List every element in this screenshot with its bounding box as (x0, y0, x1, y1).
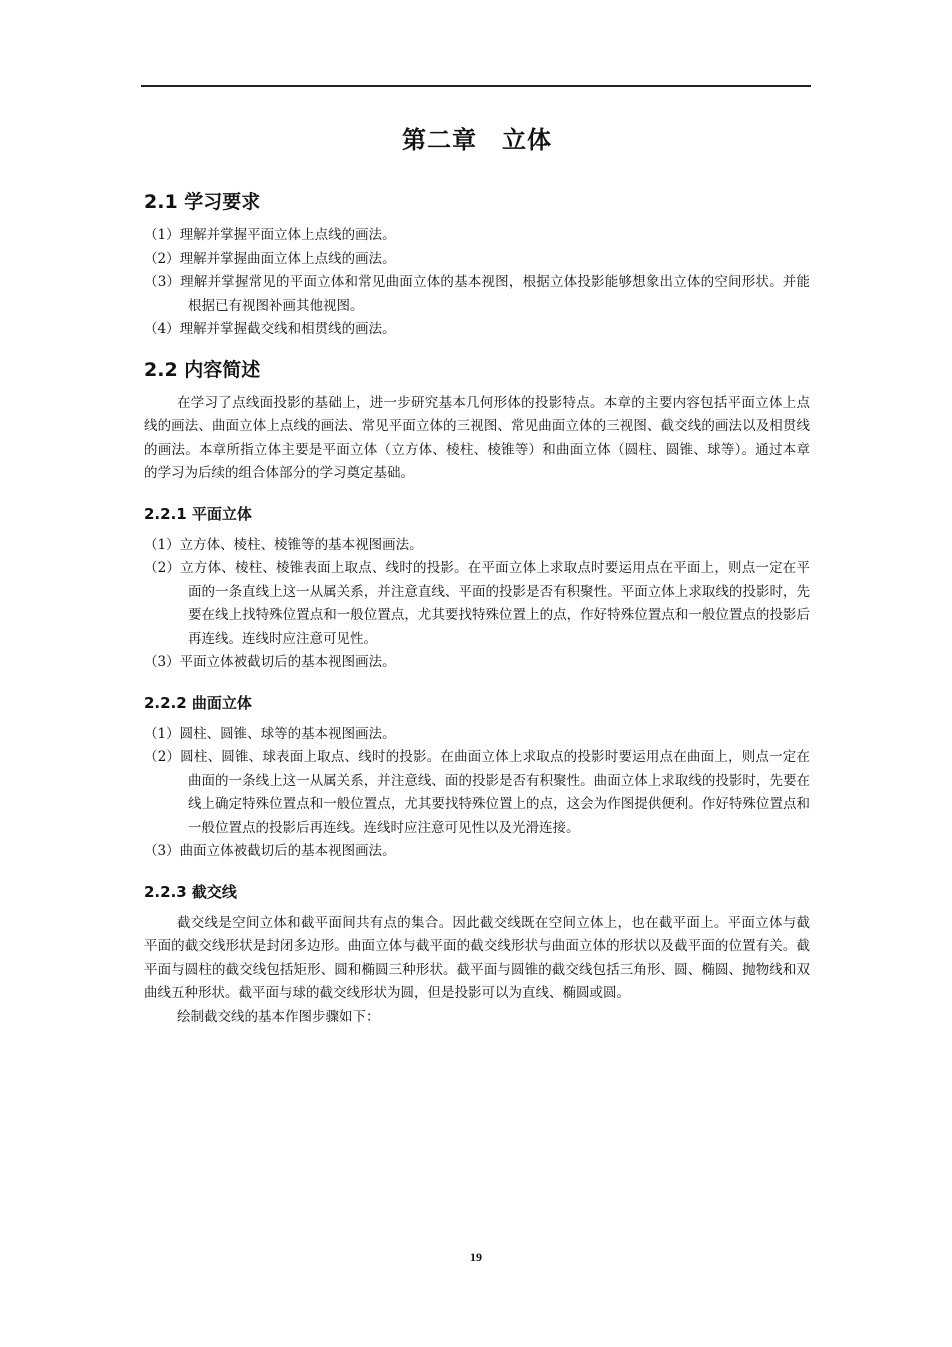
header-rule (141, 85, 811, 87)
list-item: （3）平面立体被截切后的基本视图画法。 (144, 654, 396, 670)
list-item: （2）圆柱、圆锥、球表面上取点、线时的投影。在曲面立体上求取点的投影时要运用点在曲面上，则点一定在曲面的一条线上这一从属关系，并注意线、面的投影是否有积聚性。曲面立体上求取线的投影时，先要在线上确定特殊位置点和一般位置点，尤其要找特殊位置上的点，这会为作图提供便利。作好特殊位置点和一般位置点的投影后再连线。连线时应注意可见性以及光滑连接。 (144, 749, 810, 836)
section-2-2-2-list (144, 723, 810, 864)
section-2-2-heading: 2.2 内容简述 (144, 358, 261, 381)
section-2-1-list (144, 224, 810, 342)
list-item: （3）曲面立体被截切后的基本视图画法。 (144, 843, 396, 859)
section-2-2-paragraph: 在学习了点线面投影的基础上，进一步研究基本几何形体的投影特点。本章的主要内容包括平面立体上点线的画法、曲面立体上点线的画法、常见平面立体的三视图、常见曲面立体的三视图、截交线的画法以及相贯线的画法。本章所指立体主要是平面立体（立方体、棱柱、棱锥等）和曲面立体（圆柱、圆锥、球等）。通过本章的学习为后续的组合体部分的学习奠定基础。 (144, 394, 810, 481)
section-2-2-2-heading: 2.2.2 曲面立体 (144, 693, 252, 712)
chapter-title: 第二章 立体 (402, 126, 552, 154)
page-number: 19 (470, 1250, 482, 1264)
list-item: （4）理解并掌握截交线和相贯线的画法。 (144, 321, 396, 337)
list-item: （1）圆柱、圆锥、球等的基本视图画法。 (144, 725, 396, 742)
section-2-2-3-steps-intro: 绘制截交线的基本作图步骤如下： (177, 1008, 380, 1025)
section-2-2-1-list (144, 534, 810, 675)
list-item: （3）理解并掌握常见的平面立体和常见曲面立体的基本视图，根据立体投影能够想象出立体的空间形状。并能根据已有视图补画其他视图。 (144, 274, 810, 314)
page-content (144, 118, 810, 1029)
list-item: （1）理解并掌握平面立体上点线的画法。 (144, 227, 396, 243)
list-item: （2）理解并掌握曲面立体上点线的画法。 (144, 250, 396, 267)
section-2-2-1-heading: 2.2.1 平面立体 (144, 504, 252, 523)
list-item: （2）立方体、棱柱、棱锥表面上取点、线时的投影。在平面立体上求取点时要运用点在平面上，则点一定在平面的一条直线上这一从属关系，并注意直线、平面的投影是否有积聚性。平面立体上求取线的投影时，先要在线上找特殊位置点和一般位置点，尤其要找特殊位置上的点，作好特殊位置点和一般位置点的投影后再连线。连线时应注意可见性。 (144, 560, 810, 647)
section-2-2-3-paragraph: 截交线是空间立体和截平面间共有点的集合。因此截交线既在空间立体上，也在截平面上。平面立体与截平面的截交线形状是封闭多边形。曲面立体与截平面的截交线形状与曲面立体的形状以及截平面的位置有关。截平面与圆柱的截交线包括矩形、圆和椭圆三种形状。截平面与圆锥的截交线包括三角形、圆、椭圆、抛物线和双曲线五种形状。截平面与球的截交线形状为圆，但是投影可以为直线、椭圆或圆。 (144, 914, 810, 1001)
section-2-2-3-heading: 2.2.3 截交线 (144, 882, 237, 901)
list-item: （1）立方体、棱柱、棱锥等的基本视图画法。 (144, 536, 423, 553)
section-2-1-heading: 2.1 学习要求 (144, 191, 261, 213)
